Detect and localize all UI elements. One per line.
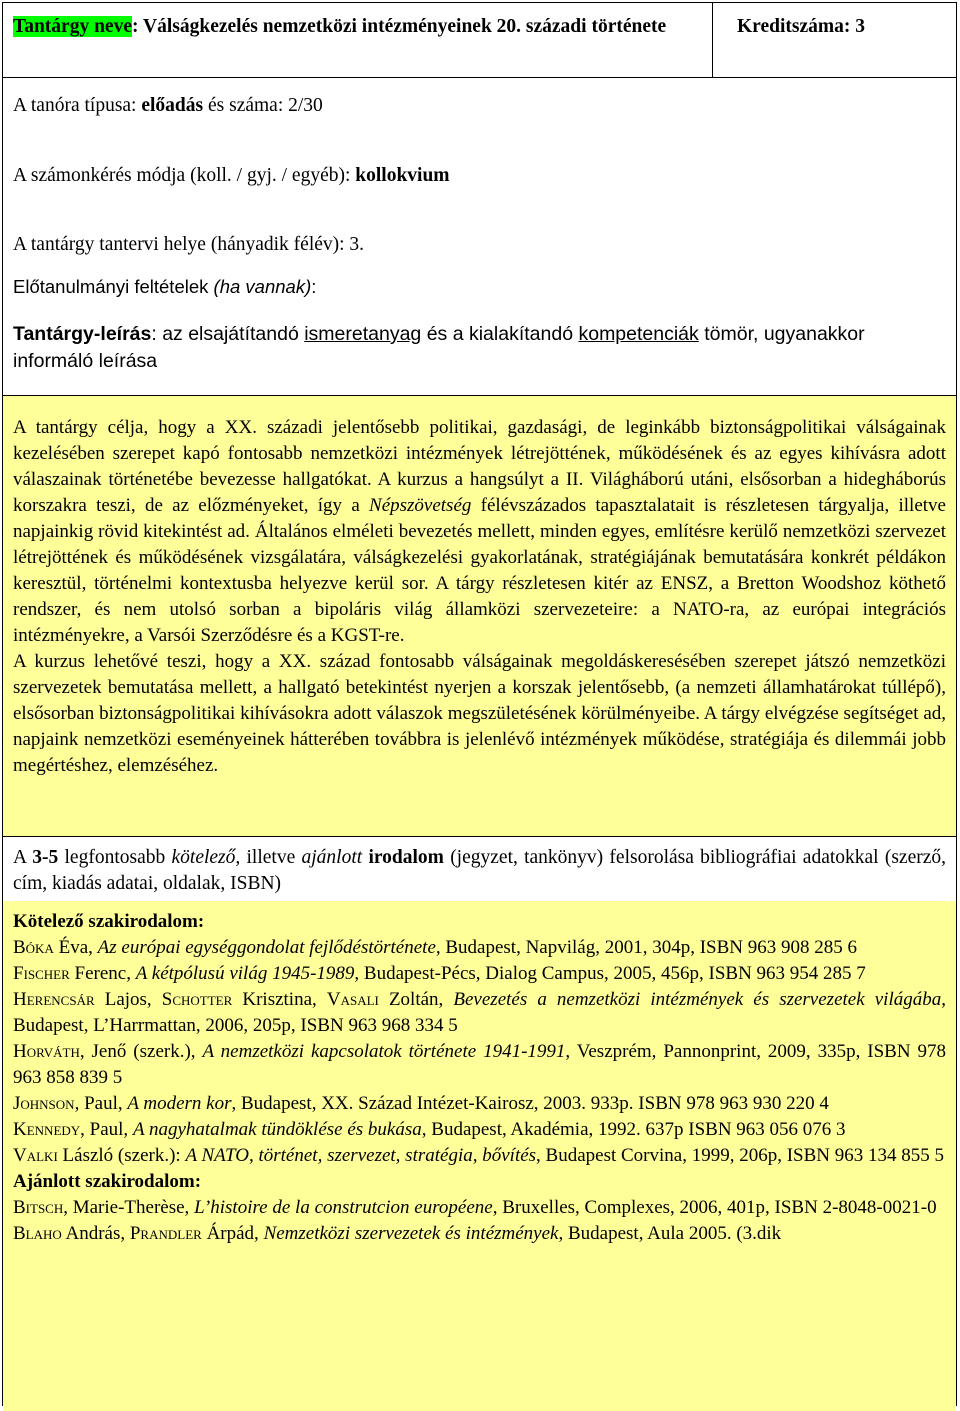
title-row <box>3 3 956 78</box>
aim-paragraph-2: A kurzus lehetővé teszi, hogy a XX. század fontosabb válságainak megoldáskeresésében szerepet játszó nemzetközi szervezetek bemutatása mellett, a hallgató betekintést nyerjen a korszak jelentősebb, (a nemzeti államhatárokat túllépő), elsősorban biztonságpolitikai kihívásokra adott válaszok megszületésének körülményeibe. A tárgy elvégzése segítséget ad, napjaink nemzetközi eseményeinek hátterében továbbra is jelenlévő intézmények működése, stratégiája és dilemmái jobb megértéshez, elemzéséhez. <box>13 651 946 776</box>
literature-section <box>3 901 956 1411</box>
description-label: Tantárgy-leírás <box>13 323 152 345</box>
curriculum-place-line: A tantárgy tantervi helye (hányadik félév): 3. <box>13 234 365 255</box>
list-item: Valki László (szerk.): A NATO, történet, szervezet, stratégia, bővítés, Budapest Corvina, 1999, 206p, ISBN 963 134 855 5 <box>13 1145 945 1166</box>
list-item: Kennedy, Paul, A nagyhatalmak tündöklése és bukása, Budapest, Akadémia, 1992. 637p ISBN 963 056 076 3 <box>13 1119 846 1140</box>
credit-value: Kreditszáma: 3 <box>737 16 865 37</box>
credit-cell <box>713 3 956 77</box>
literature-intro: A 3-5 legfontosabb kötelező, illetve ajánlott irodalom (jegyzet, tankönyv) felsorolása bibliográfiai adatokkal (szerző, cím, kiadás adatai, oldalak, ISBN) <box>3 836 956 897</box>
prerequisites-line: Előtanulmányi feltételek (ha vannak): <box>13 276 317 297</box>
description-heading: Tantárgy-leírás: az elsajátítandó ismeretanyag és a kialakítandó kompetenciák tömör, ugyanakkor informáló leírása <box>13 323 865 372</box>
list-item: Herencsár Lajos, Schotter Krisztina, Vasali Zoltán, Bevezetés a nemzetközi intézmények és szervezetek világába, Budapest, L’Harrmattan, 2006, 205p, ISBN 963 968 334 5 <box>13 989 946 1036</box>
list-item: Fischer Ferenc, A kétpólusú világ 1945-1989, Budapest-Pécs, Dialog Campus, 2005, 456p, ISBN 963 954 285 7 <box>13 963 866 984</box>
lesson-type-line: A tanóra típusa: előadás és száma: 2/30 <box>13 95 323 116</box>
course-title-cell: Tantárgy neve: Válságkezelés nemzetközi intézményeinek 20. századi története <box>3 3 713 77</box>
list-item: Bóka Éva, Az európai egységgondolat fejlődéstörténete, Budapest, Napvilág, 2001, 304p, ISBN 963 908 285 6 <box>13 937 858 958</box>
list-item: Bitsch, Marie-Therèse, L’histoire de la construtcion européene, Bruxelles, Complexes, 2006, 401p, ISBN 2-8048-0021-0 <box>13 1197 937 1218</box>
course-sheet <box>2 2 957 1406</box>
recommended-literature-heading: Ajánlott szakirodalom: <box>13 1171 202 1192</box>
aim-paragraph-1: A tantárgy célja, hogy a XX. századi jelentősebb politikai, gazdasági, de leginkább biztonságpolitikai válságainak kezelésében szerepet kapó fontosabb nemzetközi intézmények létrejöttének, működésének és az egyes kihívásra adott válaszainak történetébe bevezesse hallgatókat. A kurzus a hangsúlyt a II. Világháború utáni, elsősorban a hidegháborús korszakra teszi, de az előzményeket, így a Népszövetség félévszázados tapasztalatait is részletesen tárgyalja, illetve napjainkig rövid kitekintést ad. Általános elméleti bevezetés mellett, minden egyes, említésre kerülő nemzetközi szervezet létrejöttének és működésének vizsgálatára, válságkezelési gyakorlatának, stratégiájának bemutatására konkrét példákon keresztül, történelmi kontextusba helyezve kerül sor. A tárgy részletesen kitér az ENSZ, a Bretton Woodshoz köthető rendszer, és nem utolsó sorban a bipoláris világ államközi szervezeteire: a NATO-ra, az európai integrációs intézményekre, a Varsói Szerződésre és a KGST-re. <box>13 417 946 646</box>
course-aim-section <box>3 395 956 836</box>
list-item: Horváth, Jenő (szerk.), A nemzetközi kapcsolatok története 1941-1991, Veszprém, Pannonprint, 2009, 335p, ISBN 978 963 858 839 5 <box>13 1041 946 1088</box>
list-item: Blaho András, Prandler Árpád, Nemzetközi szervezetek és intézmények, Budapest, Aula 2005. (3.dik <box>13 1223 782 1244</box>
list-item: Johnson, Paul, A modern kor, Budapest, XX. Század Intézet-Kairosz, 2003. 933p. ISBN 978 963 930 220 4 <box>13 1093 829 1114</box>
course-name-label: Tantárgy neve <box>13 16 132 37</box>
required-literature-heading: Kötelező szakirodalom: <box>13 911 205 932</box>
lesson-type-value: előadás <box>141 95 204 116</box>
course-name-value: Válságkezelés nemzetközi intézményeinek 20. századi története <box>143 16 667 37</box>
exam-type-line: A számonkérés módja (koll. / gyj. / egyéb): kollokvium <box>13 165 450 186</box>
exam-type-value: kollokvium <box>355 165 450 186</box>
